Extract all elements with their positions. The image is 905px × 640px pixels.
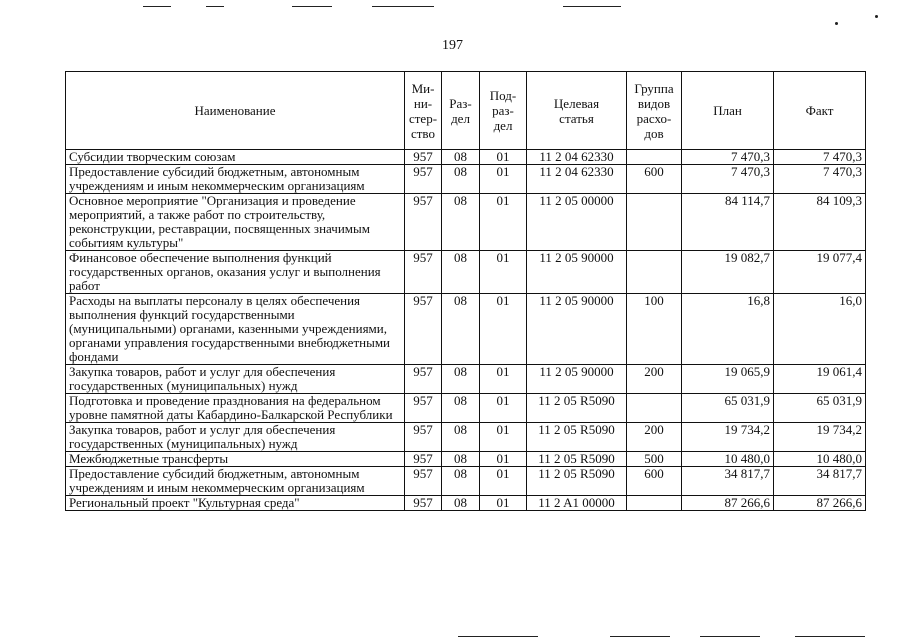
cell-ministry: 957 <box>405 194 442 251</box>
cell-fact: 19 077,4 <box>774 251 866 294</box>
header-subsection: Под- раз- дел <box>480 72 527 150</box>
cell-target: 11 2 04 62330 <box>527 165 627 194</box>
header-group: Группа видов расхо- дов <box>627 72 682 150</box>
table-row <box>66 423 866 452</box>
cell-name: Региональный проект "Культурная среда" <box>66 496 405 511</box>
cell-target: 11 2 A1 00000 <box>527 496 627 511</box>
cell-ministry: 957 <box>405 150 442 165</box>
cell-plan: 84 114,7 <box>682 194 774 251</box>
cell-subsection: 01 <box>480 165 527 194</box>
cell-name: Расходы на выплаты персоналу в целях обеспечения выполнения функций государственными (муниципальными) органами, казенными учреждениями, органами управления государственными внебюджетными фондами <box>66 294 405 365</box>
table-header-row <box>66 72 866 150</box>
table-row <box>66 452 866 467</box>
cell-plan: 10 480,0 <box>682 452 774 467</box>
cell-fact: 65 031,9 <box>774 394 866 423</box>
cell-plan: 19 734,2 <box>682 423 774 452</box>
cell-fact: 10 480,0 <box>774 452 866 467</box>
table-row <box>66 365 866 394</box>
cell-target: 11 2 05 R5090 <box>527 394 627 423</box>
cell-plan: 87 266,6 <box>682 496 774 511</box>
table-row <box>66 251 866 294</box>
cell-ministry: 957 <box>405 294 442 365</box>
cell-section: 08 <box>442 452 480 467</box>
scan-artifact-dot <box>875 15 878 18</box>
scan-artifact-line <box>700 636 760 637</box>
cell-target: 11 2 05 R5090 <box>527 423 627 452</box>
cell-section: 08 <box>442 194 480 251</box>
header-section: Раз- дел <box>442 72 480 150</box>
cell-name: Финансовое обеспечение выполнения функций государственных органов, оказания услуг и выполнения работ <box>66 251 405 294</box>
cell-name: Закупка товаров, работ и услуг для обеспечения государственных (муниципальных) нужд <box>66 423 405 452</box>
cell-group: 100 <box>627 294 682 365</box>
scan-artifact-line <box>292 6 332 7</box>
cell-ministry: 957 <box>405 496 442 511</box>
cell-subsection: 01 <box>480 423 527 452</box>
cell-ministry: 957 <box>405 394 442 423</box>
cell-subsection: 01 <box>480 365 527 394</box>
cell-plan: 19 082,7 <box>682 251 774 294</box>
cell-section: 08 <box>442 150 480 165</box>
header-ministry: Ми- ни- стер- ство <box>405 72 442 150</box>
cell-ministry: 957 <box>405 467 442 496</box>
cell-target: 11 2 05 90000 <box>527 294 627 365</box>
table-row <box>66 294 866 365</box>
cell-subsection: 01 <box>480 294 527 365</box>
cell-group: 200 <box>627 365 682 394</box>
scan-artifact-dot <box>835 22 838 25</box>
header-fact: Факт <box>774 72 866 150</box>
header-name: Наименование <box>66 72 405 150</box>
cell-target: 11 2 05 90000 <box>527 251 627 294</box>
cell-section: 08 <box>442 365 480 394</box>
cell-ministry: 957 <box>405 452 442 467</box>
cell-subsection: 01 <box>480 150 527 165</box>
cell-name: Предоставление субсидий бюджетным, автономным учреждениям и иным некоммерческим организациям <box>66 467 405 496</box>
cell-group: 500 <box>627 452 682 467</box>
scan-artifact-line <box>206 6 224 7</box>
cell-group <box>627 150 682 165</box>
cell-ministry: 957 <box>405 251 442 294</box>
cell-name: Предоставление субсидий бюджетным, автономным учреждениям и иным некоммерческим организациям <box>66 165 405 194</box>
cell-fact: 19 061,4 <box>774 365 866 394</box>
scan-artifact-line <box>458 636 538 637</box>
cell-plan: 7 470,3 <box>682 150 774 165</box>
cell-section: 08 <box>442 251 480 294</box>
cell-target: 11 2 05 R5090 <box>527 467 627 496</box>
cell-name: Субсидии творческим союзам <box>66 150 405 165</box>
cell-section: 08 <box>442 394 480 423</box>
cell-fact: 7 470,3 <box>774 165 866 194</box>
cell-target: 11 2 05 90000 <box>527 365 627 394</box>
cell-fact: 84 109,3 <box>774 194 866 251</box>
cell-group <box>627 394 682 423</box>
cell-fact: 19 734,2 <box>774 423 866 452</box>
cell-name: Подготовка и проведение празднования на федеральном уровне памятной даты Кабардино-Балкарской Республики <box>66 394 405 423</box>
cell-subsection: 01 <box>480 394 527 423</box>
table-row <box>66 165 866 194</box>
cell-subsection: 01 <box>480 251 527 294</box>
cell-plan: 34 817,7 <box>682 467 774 496</box>
cell-subsection: 01 <box>480 194 527 251</box>
header-plan: План <box>682 72 774 150</box>
table-row <box>66 394 866 423</box>
cell-section: 08 <box>442 496 480 511</box>
cell-target: 11 2 05 R5090 <box>527 452 627 467</box>
cell-ministry: 957 <box>405 423 442 452</box>
cell-target: 11 2 04 62330 <box>527 150 627 165</box>
cell-section: 08 <box>442 423 480 452</box>
cell-group <box>627 251 682 294</box>
cell-plan: 19 065,9 <box>682 365 774 394</box>
cell-group: 200 <box>627 423 682 452</box>
table-row <box>66 496 866 511</box>
cell-subsection: 01 <box>480 452 527 467</box>
cell-subsection: 01 <box>480 467 527 496</box>
cell-group <box>627 194 682 251</box>
table-row <box>66 467 866 496</box>
budget-table <box>65 71 866 511</box>
cell-section: 08 <box>442 294 480 365</box>
cell-fact: 34 817,7 <box>774 467 866 496</box>
cell-group: 600 <box>627 467 682 496</box>
cell-ministry: 957 <box>405 165 442 194</box>
cell-plan: 7 470,3 <box>682 165 774 194</box>
cell-fact: 7 470,3 <box>774 150 866 165</box>
cell-name: Закупка товаров, работ и услуг для обеспечения государственных (муниципальных) нужд <box>66 365 405 394</box>
cell-section: 08 <box>442 165 480 194</box>
scan-artifact-line <box>795 636 865 637</box>
scan-artifact-line <box>372 6 434 7</box>
cell-target: 11 2 05 00000 <box>527 194 627 251</box>
scan-artifact-line <box>610 636 670 637</box>
scan-artifact-line <box>563 6 621 7</box>
cell-name: Основное мероприятие "Организация и проведение мероприятий, а также работ по строительству, реконструкции, реставрации, посвященных значимым событиям культуры" <box>66 194 405 251</box>
page-number: 197 <box>442 38 463 53</box>
cell-subsection: 01 <box>480 496 527 511</box>
cell-group <box>627 496 682 511</box>
table-row <box>66 194 866 251</box>
scan-artifact-line <box>143 6 171 7</box>
cell-ministry: 957 <box>405 365 442 394</box>
cell-plan: 65 031,9 <box>682 394 774 423</box>
cell-group: 600 <box>627 165 682 194</box>
cell-fact: 87 266,6 <box>774 496 866 511</box>
table-row <box>66 150 866 165</box>
cell-fact: 16,0 <box>774 294 866 365</box>
cell-section: 08 <box>442 467 480 496</box>
cell-name: Межбюджетные трансферты <box>66 452 405 467</box>
header-target: Целевая статья <box>527 72 627 150</box>
cell-plan: 16,8 <box>682 294 774 365</box>
